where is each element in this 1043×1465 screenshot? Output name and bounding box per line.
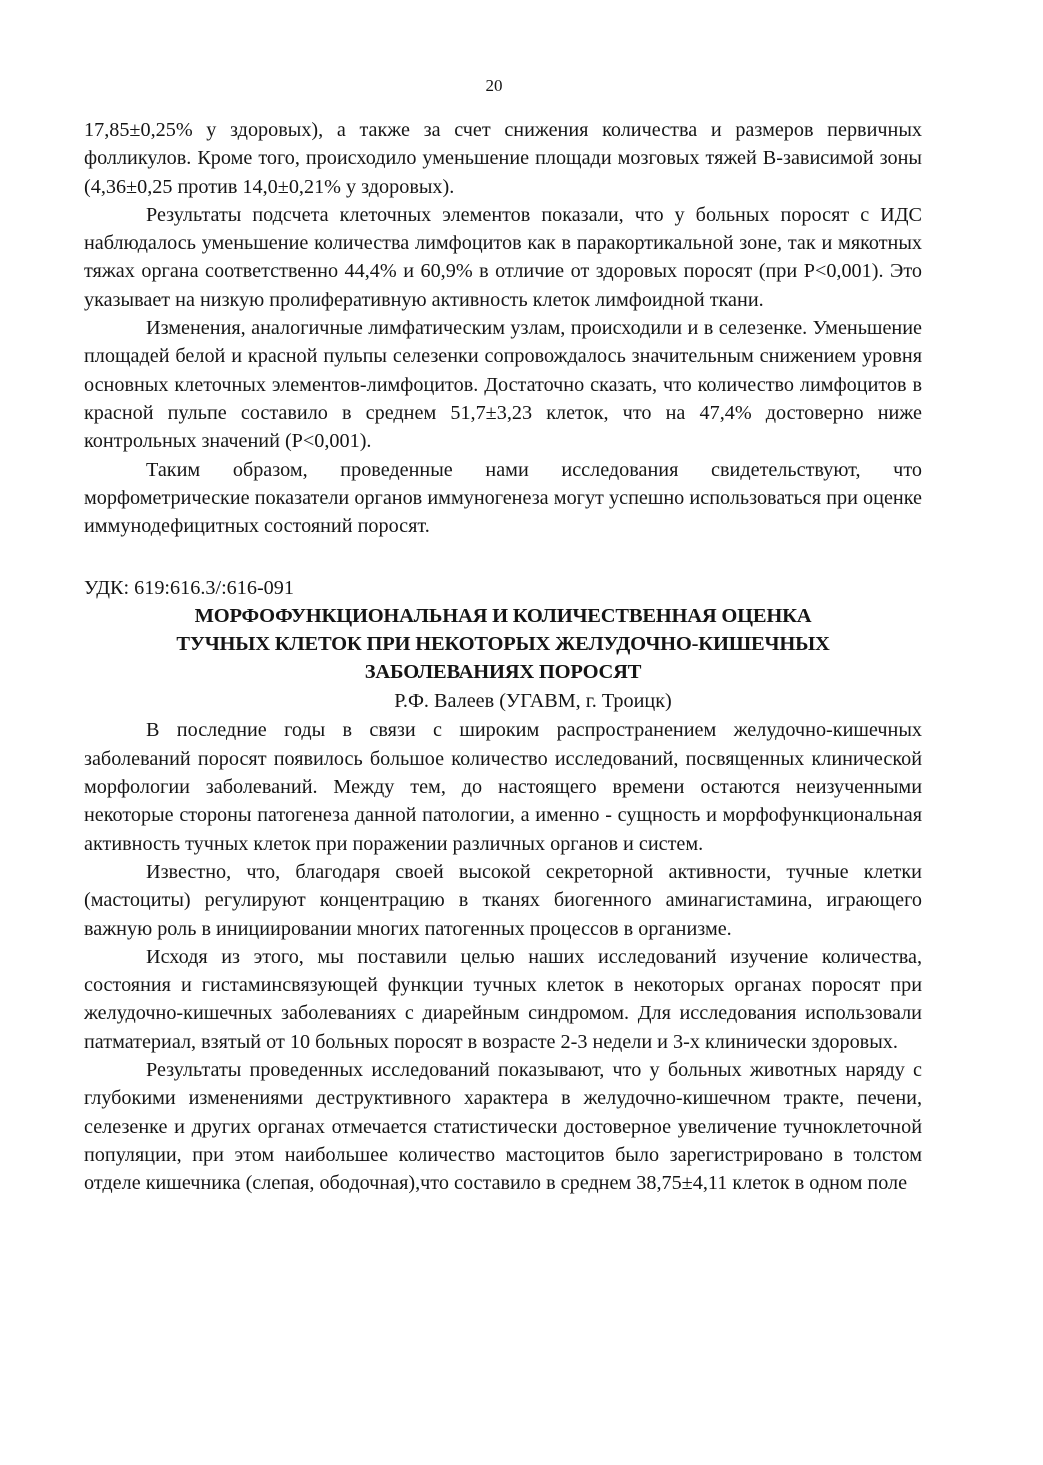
article-paragraph-2: Известно, что, благодаря своей высокой секреторной активности, тучные клетки (мастоциты) регулируют концентрацию в тканях биогенного аминагистамина, играющего важную роль в инициировании многих патогенных процессов в организме. xyxy=(84,860,922,940)
intro-paragraph-2: Результаты подсчета клеточных элементов показали, что у больных поросят с ИДС наблюдалось уменьшение количества лимфоцитов как в паракортикальной зоне, так и мякотных тяжах органа соответственно 44,4% и 60,9% в отличие от здоровых поросят (при Р<0,001). Это указывает на низкую пролиферативную активность клеток лимфоидной ткани. xyxy=(84,203,922,311)
article-author: Р.Ф. Валеев (УГАВМ, г. Троицк) xyxy=(394,690,672,713)
article-paragraph-4: Результаты проведенных исследований показывают, что у больных животных наряду с глубокими изменениями деструктивного характера в желудочно-кишечном тракте, печени, селезенке и других органах отмечается статистически достоверное увеличение тучноклеточной популяции, при этом наибольшее количество мастоцитов было зарегистрировано в толстом отделе кишечника (слепая, ободочная),что составило в среднем 38,75±4,11 клеток в одном поле xyxy=(84,1059,922,1195)
udk-code: УДК: 619:616.3/:616-091 xyxy=(84,577,294,600)
article-title-line-2: ТУЧНЫХ КЛЕТОК ПРИ НЕКОТОРЫХ ЖЕЛУДОЧНО-КИШЕЧНЫХ xyxy=(176,633,830,656)
article-title-line-1: МОРФОФУНКЦИОНАЛЬНАЯ И КОЛИЧЕСТВЕННАЯ ОЦЕНКА xyxy=(194,605,812,628)
article-title xyxy=(84,602,922,686)
article-title-line-3: ЗАБОЛЕВАНИЯХ ПОРОСЯТ xyxy=(364,661,642,684)
intro-paragraph-3: Изменения, аналогичные лимфатическим узлам, происходили и в селезенке. Уменьшение площадей белой и красной пульпы селезенки сопровождалось значительным снижением уровня основных клеточных элементов-лимфоцитов. Достаточно сказать, что количество лимфоцитов в красной пульпе составило в среднем 51,7±3,23 клеток, что на 47,4% достоверно ниже контрольных значений (Р<0,001). xyxy=(84,317,922,453)
article-paragraph-3: Исходя из этого, мы поставили целью наших исследований изучение количества, состояния и гистаминсвязующей функции тучных клеток в некоторых органах поросят при желудочно-кишечных заболеваниях с диарейным синдромом. Для исследования использовали патматериал, взятый от 10 больных поросят в возрасте 2-3 недели и 3-х клинически здоровых. xyxy=(84,945,922,1053)
page-number: 20 xyxy=(485,76,503,95)
document-page xyxy=(84,76,922,1198)
intro-paragraph-4: Таким образом, проведенные нами исследования свидетельствуют, что морфометрические показатели органов иммуногенеза могут успешно использоваться при оценке иммунодефицитных состояний поросят. xyxy=(84,458,922,538)
article-paragraph-1: В последние годы в связи с широким распространением желудочно-кишечных заболеваний поросят появилось большое количество исследований, посвященных клинической морфологии заболеваний. Между тем, до настоящего времени остаются неизученными некоторые стороны патогенеза данной патологии, а именно - сущность и морфофункциональная активность тучных клеток при поражении различных органов и систем. xyxy=(84,719,922,855)
intro-paragraph-1: 17,85±0,25% у здоровых), а также за счет снижения количества и размеров первичных фолликулов. Кроме того, происходило уменьшение площади мозговых тяжей В-зависимой зоны (4,36±0,25 против 14,0±0,21% у здоровых). xyxy=(84,119,922,198)
